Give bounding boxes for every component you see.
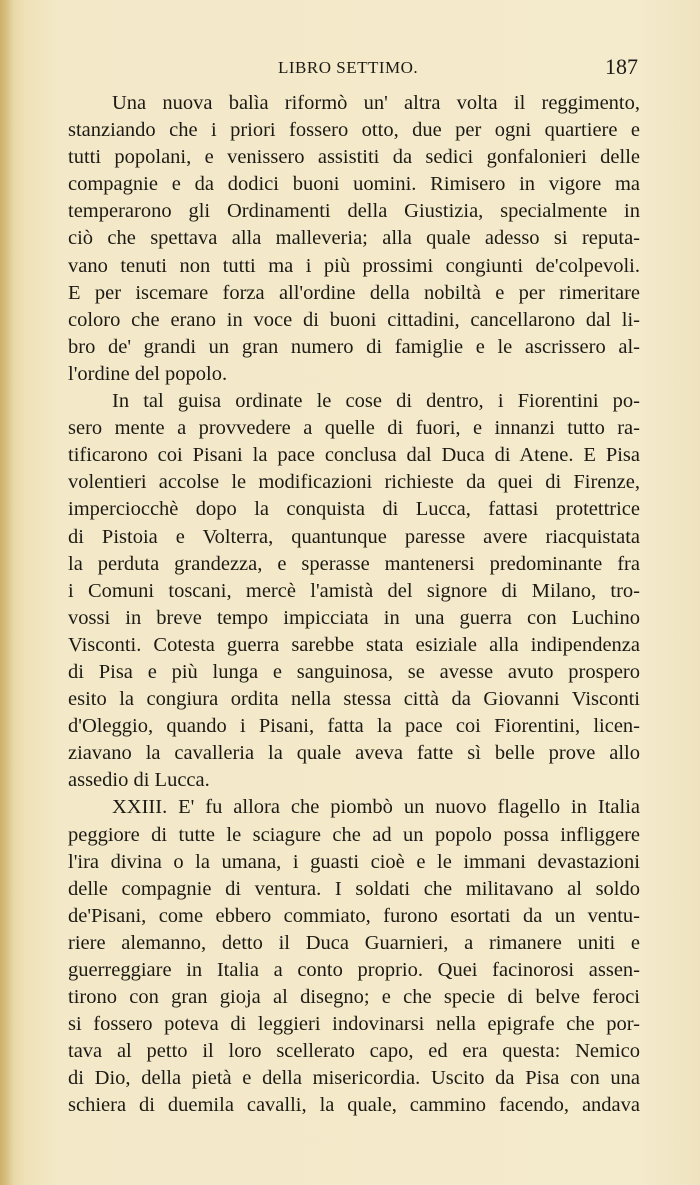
text-line: di Dio, della pietà e della misericordia. Uscito da Pisa con una xyxy=(68,1067,640,1090)
text-line: Visconti. Cotesta guerra sarebbe stata esiziale alla indipendenza xyxy=(68,633,640,656)
text-line: ciò che spettava alla malleveria; alla quale adesso si reputa- xyxy=(68,227,640,250)
page-number: 187 xyxy=(605,54,638,79)
text-line: di Pistoia e Volterra, quantunque paresse avere riacquistata xyxy=(68,525,640,548)
text-line: peggiore di tutte le sciagure che ad un popolo possa infliggere xyxy=(68,823,640,846)
text-line: si fossero poteva di leggieri indovinarsi nella epigrafe che por- xyxy=(68,1013,640,1036)
text-line: coloro che erano in voce di buoni cittadini, cancellarono dal li- xyxy=(68,308,640,331)
text-line: schiera di duemila cavalli, la quale, cammino facendo, andava xyxy=(68,1094,640,1117)
text-line: di Pisa e più lunga e sanguinosa, se avesse avuto prospero xyxy=(68,660,640,683)
text-line: In tal guisa ordinate le cose di dentro, i Fiorentini po- xyxy=(112,390,640,413)
page-header xyxy=(78,54,638,88)
text-line: l'ordine del popolo. xyxy=(68,362,228,385)
text-line: l'ira divina o la umana, i guasti cioè e le immani devastazioni xyxy=(68,850,640,873)
text-line: Una nuova balìa riformò un' altra volta il reggimento, xyxy=(112,92,640,114)
text-line: riere alemanno, detto il Duca Guarnieri, a rimanere uniti e xyxy=(68,931,640,954)
text-line: sero mente a provvedere a quelle di fuori, e innanzi tutto ra- xyxy=(68,417,640,440)
text-line: bro de' grandi un gran numero di famiglie e le ascrissero al- xyxy=(68,335,640,358)
text-line: la perduta grandezza, e sperasse mantenersi predominante fra xyxy=(68,552,640,575)
text-line: delle compagnie di ventura. I soldati che militavano al soldo xyxy=(68,877,640,900)
text-line: compagnie e da dodici buoni uomini. Rimisero in vigore ma xyxy=(68,173,640,196)
text-line: tirono con gran gioja al disegno; e che specie di belve feroci xyxy=(68,986,640,1009)
text-line: tutti popolani, e venissero assistiti da sedici gonfalonieri delle xyxy=(68,146,640,169)
text-line: d'Oleggio, quando i Pisani, fatta la pace coi Fiorentini, licen- xyxy=(68,715,640,738)
text-line: esito la congiura ordita nella stessa città da Giovanni Visconti xyxy=(68,688,640,711)
text-line: tificarono coi Pisani la pace conclusa dal Duca di Atene. E Pisa xyxy=(68,444,640,467)
text-line: guerreggiare in Italia a conto proprio. Quei facinorosi assen- xyxy=(68,959,640,981)
text-line: vano tenuti non tutti ma i più prossimi congiunti de'colpevoli. xyxy=(68,254,640,277)
text-line: XXIII. E' fu allora che piombò un nuovo flagello in Italia xyxy=(112,796,640,819)
text-line: stanziando che i priori fossero otto, due per ogni quartiere e xyxy=(68,119,640,142)
text-line: i Comuni toscani, mercè l'amistà del signore di Milano, tro- xyxy=(68,579,640,602)
page-spine-shadow xyxy=(0,0,14,1185)
text-line: assedio di Lucca. xyxy=(68,769,210,792)
text-line: de'Pisani, come ebbero commiato, furono esortati da un ventu- xyxy=(68,904,640,927)
text-line: temperarono gli Ordinamenti della Giustizia, specialmente in xyxy=(68,200,640,223)
text-line: E per iscemare forza all'ordine della nobiltà e per rimeritare xyxy=(68,281,640,304)
text-line: tava al petto il loro scellerato capo, ed era questa: Nemico xyxy=(68,1040,640,1063)
body-text xyxy=(68,90,640,1120)
text-line: imperciocchè dopo la conquista di Lucca, fattasi protettrice xyxy=(68,498,640,521)
running-title: LIBRO SETTIMO. xyxy=(278,58,419,77)
text-line: volentieri accolse le modificazioni richieste da quei di Firenze, xyxy=(68,471,640,494)
text-line: ziavano la cavalleria la quale aveva fatte sì belle prove allo xyxy=(68,742,640,765)
text-line: vossi in breve tempo impicciata in una guerra con Luchino xyxy=(68,606,640,629)
